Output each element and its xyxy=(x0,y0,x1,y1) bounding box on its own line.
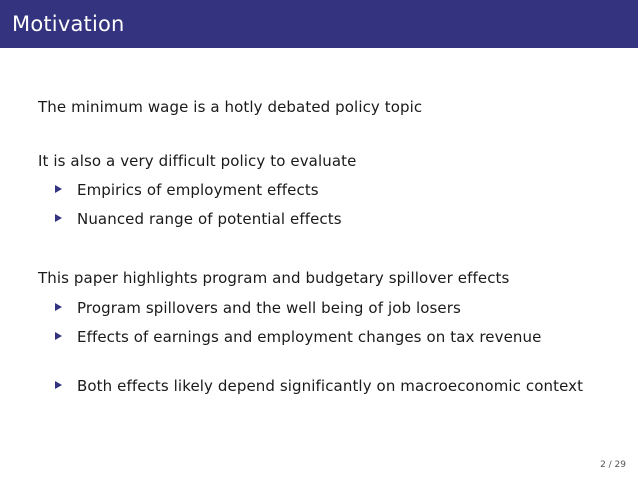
title-bar xyxy=(0,0,638,48)
bullet-item-empirics: Empirics of employment effects xyxy=(77,181,319,199)
bullet-triangle-icon xyxy=(55,214,62,222)
paragraph-minimum-wage: The minimum wage is a hotly debated policy topic xyxy=(38,98,423,116)
bullet-item-program-spillovers: Program spillovers and the well being of job losers xyxy=(77,299,461,317)
bullet-triangle-icon xyxy=(55,303,62,311)
bullet-item-macroeconomic: Both effects likely depend significantly on macroeconomic context xyxy=(77,377,584,395)
bullet-triangle-icon xyxy=(55,381,62,389)
slide-title: Motivation xyxy=(12,12,125,36)
page-number: 2 / 29 xyxy=(600,460,626,470)
paragraph-paper-highlights: This paper highlights program and budgetary spillover effects xyxy=(38,269,510,287)
bullet-item-tax-revenue: Effects of earnings and employment changes on tax revenue xyxy=(77,328,542,346)
bullet-triangle-icon xyxy=(55,332,62,340)
paragraph-difficult-policy: It is also a very difficult policy to evaluate xyxy=(38,152,357,170)
bullet-item-nuanced: Nuanced range of potential effects xyxy=(77,210,342,228)
bullet-triangle-icon xyxy=(55,185,62,193)
